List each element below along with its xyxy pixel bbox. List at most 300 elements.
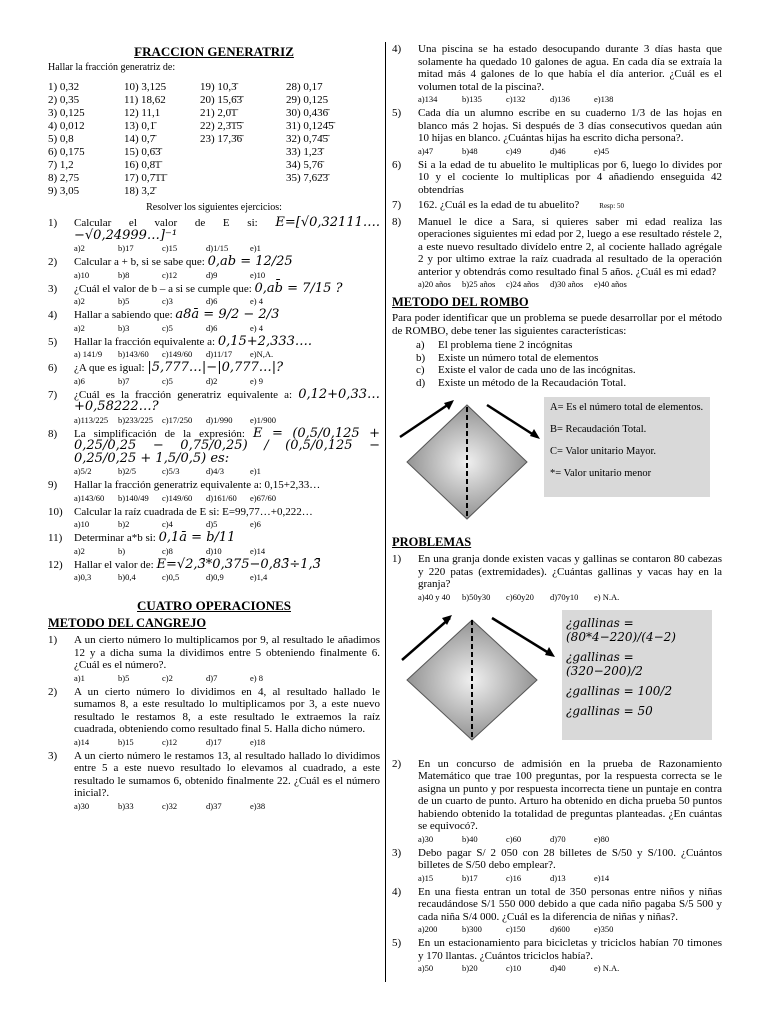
question-number: 3) — [392, 846, 402, 859]
exercise-6 — [48, 362, 380, 386]
decimal-item: 14) 0,7̄ — [124, 133, 156, 145]
problem-r7-row — [392, 199, 722, 213]
answer-option: b)17 — [462, 872, 478, 883]
question-number: 3) — [48, 282, 58, 295]
answer-option: a)2 — [74, 296, 85, 306]
question-text — [74, 333, 380, 349]
answer-option: a)113/225 — [74, 414, 109, 425]
exercise-11-row — [48, 532, 380, 545]
question-number: 2) — [48, 685, 58, 698]
answer-option: a)14 — [74, 736, 90, 747]
answer-option: e)1 — [250, 243, 261, 253]
answer-option: a)30 — [418, 833, 434, 844]
question-text-body: Hallar la fracción generatriz equivalente a: 0,15+2,33… — [74, 479, 321, 491]
question-text-body: Manuel le dice a Sara, si quieres saber mi edad realiza las operaciones siguientes mi edad por 2, luego a ese resultado réstele 2, a este nuevo resultado divídelo entre 2, al cociente hallado agrégale 2 y por ultimo extrae la raíz cuadrada al resultado de la operación anterior y obtendrás como resultado final 5 años. ¿Cuál es mi edad? — [418, 215, 722, 278]
question-number: 2) — [48, 256, 58, 268]
question-text-body: Debo pagar S/ 2 050 con 28 billetes de S/50 y S/100. ¿Cuántos billetes de S/50 debo emplear?. — [418, 846, 722, 871]
answer-options — [74, 270, 380, 280]
answer-option: b)2/5 — [118, 466, 136, 476]
question-math: E = (0,5/0,125 + 0,25/0,25 − 0,75/0,25) / (0,5/0,125 − 0,25/0,25 + 1,5/0,5) es: — [74, 425, 381, 466]
answer-option: a)134 — [418, 94, 438, 104]
answer-options — [74, 466, 380, 476]
question-text-body: En una fiesta entran un total de 350 personas entre niños y niñas recaudándose S/1 550 000 debido a que cada niño pagaba S/5 500 y cada niña S/4 000. ¿Cuál es la diferencia de niñas y niñas?. — [418, 885, 722, 923]
answer-option: d)5 — [206, 519, 218, 529]
answer-option: e) 4 — [250, 322, 263, 333]
question-text — [418, 159, 722, 197]
exercise-1 — [48, 217, 380, 253]
answer-options — [418, 94, 722, 104]
decimal-item: 31) 0,124̄5̄ — [286, 120, 334, 132]
answer-options — [418, 924, 722, 934]
answer-option: a)20 años — [418, 279, 451, 289]
gallinas-diagram — [392, 610, 722, 750]
answer-option: b)300 — [462, 924, 482, 934]
question-text-body: Determinar a*b si: — [74, 532, 156, 544]
question-number: 1) — [48, 217, 58, 229]
item-text: Existe el valor de cada uno de las incógnitas. — [438, 364, 636, 376]
question-text-body: ¿Cuál el valor de b – a si se cumple que: — [74, 282, 252, 295]
problema-p4 — [392, 886, 722, 935]
gallinas-step: ¿gallinas = (320−200)/2 — [566, 649, 643, 678]
answer-option: e)1,4 — [250, 572, 268, 582]
question-text — [74, 634, 380, 672]
item-key: b) — [416, 351, 426, 364]
answer-option: d)161/60 — [206, 492, 237, 503]
answer-options — [74, 296, 380, 306]
answer-option: e)40 años — [594, 279, 627, 289]
exercise-5-row — [48, 333, 380, 349]
question-math: 0,ab = 12/25 — [207, 254, 293, 269]
answer-option: a)1 — [74, 672, 85, 683]
answer-option: d)6 — [206, 296, 218, 306]
gallinas-step: ¿gallinas = (80*4−220)/(4−2) — [566, 615, 676, 644]
answer-option: b)8 — [118, 269, 130, 280]
answer-option: e)80 — [594, 833, 610, 844]
question-text — [74, 309, 380, 322]
answer-option: a)50 — [418, 963, 434, 973]
answer-option: d)10 — [206, 545, 222, 556]
answer-option: b)135 — [462, 94, 482, 104]
decimal-item: 13) 0,1̄ — [124, 120, 156, 132]
question-text-body: Una piscina se ha estado desocupando durante 3 días hasta que solamente ha quedado 10 galones de agua. En cada día se extraía la mitad más 4 galones de lo que había el día anterior. ¿Cuál es el volumen total de la piscina?. — [418, 43, 722, 93]
question-math: a8ā = 9/2 − 2/3 — [175, 307, 280, 322]
legend-item: B= Recaudación Total. — [550, 424, 647, 435]
gallinas-step: ¿gallinas = 100/2 — [566, 683, 673, 698]
answer-option: c)60y20 — [506, 591, 534, 602]
answer-option: c)2 — [162, 672, 173, 683]
decimal-item: 8) 2,75 — [48, 172, 80, 184]
decimal-item — [286, 185, 376, 198]
question-text — [74, 280, 380, 296]
problema-p3-row — [392, 847, 722, 872]
gallinas-calculation — [562, 610, 712, 740]
answer-options — [74, 376, 380, 386]
question-number: 12) — [48, 558, 63, 571]
answer-option: c)150 — [506, 924, 526, 934]
question-text-body: Hallar el valor de: — [74, 558, 154, 571]
problema-p2-row — [392, 758, 722, 833]
answer-options — [418, 873, 722, 883]
answer-option: b)5 — [118, 672, 130, 683]
question-number: 6) — [392, 158, 402, 171]
answer-option: b)2 — [118, 519, 130, 529]
decimal-item: 35) 7,62̄3̄ — [286, 172, 329, 184]
answer-option: a)2 — [74, 545, 85, 556]
exercise-7 — [48, 386, 380, 425]
answer-option: d)9 — [206, 269, 218, 280]
answer-option: d)4/3 — [206, 466, 224, 476]
section-title: FRACCION GENERATRIZ — [134, 44, 294, 59]
item-key: a) — [416, 339, 425, 351]
question-text-body: 162. ¿Cuál es la edad de tu abuelito? — [418, 199, 580, 211]
answer-options — [418, 963, 722, 973]
decimal-item: 15) 0,6̄3̄ — [124, 146, 161, 158]
question-text-body: Calcular a + b, si se sabe que: — [74, 256, 205, 268]
answer-option: e) 8 — [250, 672, 263, 683]
problema-p5 — [392, 937, 722, 973]
answer-option: d)1/15 — [206, 243, 229, 253]
question-number: 4) — [392, 885, 402, 898]
answer-options — [418, 834, 722, 844]
question-number: 7) — [48, 388, 58, 401]
answer-option: c)0,5 — [162, 572, 180, 582]
characteristic-item — [416, 352, 722, 365]
problem-r5-row — [392, 107, 722, 145]
answer-option: c)60 — [506, 833, 522, 844]
answer-option: b)25 años — [462, 279, 496, 289]
problema-1-row — [392, 553, 722, 591]
answer-option: a)10 — [74, 269, 90, 280]
answer-option: b)48 — [462, 145, 478, 156]
question-text-body: La simplificación de la expresión: — [74, 427, 245, 440]
answer-option: c)15 — [162, 243, 178, 253]
exercise-8-row — [48, 425, 381, 466]
answer-option: d)1/990 — [206, 414, 233, 425]
question-number: 5) — [392, 107, 402, 119]
question-text-body: En un concurso de admisión en la prueba de Razonamiento Matemático que trae 100 preguntas, por la respuesta correcta se le asigna un punto y por respuesta incorrecta tiene un puntaje en contra de un cuarto de punto. Arturo ha obtenido en dicha prueba 50 puntos habiendo obtenido la totalidad de preguntas planteadas. ¿En cuántas se equivocó?. — [418, 757, 722, 832]
rombo-characteristics — [416, 339, 722, 389]
question-text — [418, 937, 722, 962]
problem-r5 — [392, 107, 722, 156]
answer-option: d)30 años — [550, 279, 584, 289]
answer-option: e)14 — [250, 545, 266, 556]
question-text — [418, 758, 722, 833]
rombo-diagram — [392, 397, 722, 527]
answer-option: e)138 — [594, 94, 614, 104]
answer-option: c)5/3 — [162, 466, 180, 476]
answer-options — [74, 349, 380, 359]
question-text — [74, 479, 380, 492]
question-math: 0,ab̄ = 7/15 ? — [254, 280, 343, 296]
answer-option: c)12 — [162, 269, 178, 280]
answer-option: e)N,A. — [250, 349, 274, 359]
answer-option: a) 141/9 — [74, 349, 103, 359]
cangrejo-problem-2 — [48, 686, 380, 747]
answer-option: b)20 — [462, 963, 478, 973]
decimal-item: 11) 18,62 — [124, 94, 166, 106]
answer-option: b)3 — [118, 322, 130, 333]
decimal-item: 21) 2,0̄1̄ — [200, 107, 237, 119]
answer-option: b)33 — [118, 800, 134, 811]
answer-option: a)2 — [74, 322, 85, 333]
cangrejo-problem-1 — [48, 634, 380, 683]
answer-option: c)16 — [506, 872, 522, 883]
answer-option: e)45 — [594, 145, 610, 156]
answer-option: c)12 — [162, 736, 178, 747]
answer-option: b)5 — [118, 296, 130, 306]
question-math: E=[√0,32111….−√0,24999…]⁻¹ — [74, 215, 381, 243]
question-text-body: ¿Cuál es la fracción generatriz equivalente a: — [74, 388, 293, 401]
answer-option: c)49 — [506, 145, 522, 156]
answer-option: e)6 — [250, 519, 261, 529]
question-text-body: Calcular el valor de E si: — [74, 217, 258, 229]
question-text — [418, 886, 722, 924]
decimal-item: 32) 0,74̄5̄ — [286, 133, 329, 145]
answer-option: c)17/250 — [162, 414, 193, 425]
problem-r4 — [392, 43, 722, 104]
question-number: 1) — [48, 634, 58, 646]
decimal-item: 5) 0,8 — [48, 133, 74, 145]
rombo-legend — [544, 397, 710, 497]
question-text — [74, 556, 380, 572]
decimal-item: 16) 0,8̄1̄ — [124, 159, 161, 171]
question-text-body: Calcular la raíz cuadrada de E si: E=99,77…+0,222… — [74, 505, 313, 518]
decimal-item: 18) 3,2̄ — [124, 185, 156, 197]
question-text — [74, 425, 381, 466]
answer-option: a)200 — [418, 924, 438, 934]
answer-options — [74, 737, 380, 747]
cangrejo-problem-1-row — [48, 634, 380, 672]
decimal-item — [200, 159, 286, 172]
problem-r6-row — [392, 159, 722, 197]
decimal-item — [200, 172, 286, 185]
answer-option: e)67/60 — [250, 492, 276, 503]
section-title-2: CUATRO OPERACIONES — [137, 598, 291, 613]
decimal-item: 17) 0,7̄1̄1̄ — [124, 172, 166, 184]
problem-r7 — [392, 199, 722, 213]
cangrejo-problem-2-row — [48, 686, 380, 736]
question-text — [74, 362, 380, 375]
decimal-item: 28) 0,17 — [286, 81, 323, 93]
answer-options — [74, 415, 380, 425]
question-number: 10) — [48, 505, 63, 518]
answer-option: c)149/60 — [162, 492, 193, 503]
answer-option: d)7 — [206, 672, 218, 683]
exercise-4-row — [48, 309, 380, 322]
question-number: 4) — [392, 43, 402, 55]
answer-option: d)600 — [550, 924, 570, 934]
question-number: 9) — [48, 479, 58, 491]
question-text — [74, 256, 380, 269]
problem-r8 — [392, 216, 722, 290]
decimal-item — [200, 146, 286, 159]
problema-p5-row — [392, 937, 722, 962]
answer-option: b)40 — [462, 833, 478, 844]
exercise-1-row — [48, 217, 380, 242]
exercise-9-row — [48, 479, 380, 492]
decimal-item: 12) 11,1 — [124, 107, 161, 119]
rombo-heading: METODO DEL ROMBO — [392, 295, 529, 309]
decimal-item: 6) 0,175 — [48, 146, 85, 158]
exercise-5 — [48, 333, 380, 360]
exercise-12 — [48, 556, 380, 583]
exercise-10 — [48, 506, 380, 530]
question-number: 6) — [48, 362, 58, 374]
problema-p2 — [392, 758, 722, 844]
decimal-item: 7) 1,2 — [48, 159, 74, 171]
exercise-7-row — [48, 386, 380, 414]
answer-option: b)15 — [118, 736, 134, 747]
legend-item: A= Es el número total de elementos. — [550, 402, 704, 413]
decimal-item: 30) 0,436̄ — [286, 107, 329, 119]
question-text — [74, 386, 380, 414]
exercise-4 — [48, 309, 380, 333]
decimal-item: 1) 0,32 — [48, 81, 80, 93]
question-text-body: Hallar la fracción equivalente a: — [74, 335, 216, 348]
answer-option: b)50y30 — [462, 591, 491, 602]
decimal-item: 20) 15,6̄3̄ — [200, 94, 243, 106]
answer-option: d)37 — [206, 800, 222, 811]
question-text — [74, 750, 380, 800]
answer-option: a)6 — [74, 375, 85, 386]
question-text — [418, 43, 722, 93]
question-text-body: Si a la edad de tu abuelito le multiplicas por 6, luego lo divides por 10 y el cociente lo multiplicas por 4 añadiendo enseguida 42 obtendrías — [418, 158, 722, 196]
answer-option: d)11/17 — [206, 349, 233, 359]
answer-option: e)350 — [594, 924, 614, 934]
question-number: 1) — [392, 553, 402, 565]
answer-options — [74, 323, 380, 333]
answer-option: e)1/900 — [250, 414, 276, 425]
exercise-6-row — [48, 362, 380, 375]
answer-option: d)2 — [206, 375, 218, 386]
solve-heading: Resolver los siguientes ejercicios: — [146, 202, 282, 213]
problemas-heading: PROBLEMAS — [392, 535, 472, 549]
answer-option: c)4 — [162, 519, 173, 529]
exercise-2-row — [48, 256, 380, 269]
answer-option: d)70y10 — [550, 591, 579, 602]
answer-option: e)14 — [594, 872, 610, 883]
question-number: 2) — [392, 757, 402, 770]
answer-options — [418, 279, 722, 289]
cangrejo-problem-3-row — [48, 750, 380, 800]
answer-option: e) 4 — [250, 296, 263, 306]
question-text-body: Hallar a sabiendo que: — [74, 309, 173, 321]
decimal-item: 10) 3,125 — [124, 81, 167, 93]
answer-option: b) — [118, 545, 126, 556]
answer-option: c)132 — [506, 94, 526, 104]
problema-1 — [392, 553, 722, 602]
answer-option: c)32 — [162, 800, 178, 811]
item-text: El problema tiene 2 incógnitas — [438, 339, 573, 351]
characteristic-item — [416, 339, 722, 352]
question-number: 8) — [392, 215, 402, 228]
question-text-body: A un cierto número le restamos 13, al resultado hallado lo dividimos entre 5 a este nuevo resultado lo elevamos al cuadrado, a este resultado le sumamos 6, obtenido finalmente 22. ¿Cuál es el número inicial?. — [74, 749, 380, 799]
answer-option: d)0,9 — [206, 572, 224, 582]
answer-option: d)17 — [206, 736, 222, 747]
exercise-12-row — [48, 556, 380, 572]
answer-options — [74, 801, 380, 811]
question-math: E=√2,3̄*0,375−0,83̄÷1,3̄ — [156, 556, 321, 572]
answer-option: e)10 — [250, 269, 266, 280]
answer-option: a)2 — [74, 243, 85, 253]
decimal-item: 2) 0,35 — [48, 94, 80, 106]
answer-options — [74, 519, 380, 529]
answer-option: a)47 — [418, 145, 434, 156]
answer-option: d)46 — [550, 145, 566, 156]
question-text — [418, 199, 722, 213]
question-text — [74, 506, 380, 519]
answer-option: e) 9 — [250, 375, 263, 386]
decimal-item: 9) 3,05 — [48, 185, 80, 197]
question-text-body: En un estacionamiento para bicicletas y triciclos habían 70 timones y 170 llantas. ¿Cuántos triciclos había?. — [418, 937, 722, 962]
problem-r6 — [392, 159, 722, 197]
answer-note: Resp: 50 — [599, 202, 624, 210]
question-number: 8) — [48, 427, 58, 440]
answer-option: c)24 años — [506, 279, 539, 289]
exercise-3 — [48, 280, 380, 307]
decimal-item: 4) 0,012 — [48, 120, 85, 132]
answer-options — [74, 673, 380, 683]
answer-option: d)13 — [550, 872, 566, 883]
cangrejo-heading: METODO DEL CANGREJO — [48, 616, 207, 630]
answer-option: c)10 — [506, 963, 522, 973]
decimal-item: 34) 5,76̄ — [286, 159, 323, 171]
question-text — [418, 553, 722, 591]
question-number: 7) — [392, 199, 402, 211]
decimal-item: 22) 2,3̄1̄5̄ — [200, 120, 243, 132]
problem-r8-row — [392, 216, 722, 279]
question-text — [418, 216, 722, 279]
item-key: d) — [416, 376, 426, 389]
problema-p4-row — [392, 886, 722, 924]
question-math: 0,15+2,333…. — [217, 333, 313, 349]
gallinas-step: ¿gallinas = 50 — [566, 703, 653, 718]
decimal-item: 3) 0,125 — [48, 107, 85, 119]
problema-p3 — [392, 847, 722, 883]
problem-r4-row — [392, 43, 722, 93]
exercise-11 — [48, 532, 380, 556]
answer-option: b)0,4 — [118, 572, 136, 582]
answer-option: e)38 — [250, 800, 266, 811]
question-text — [74, 217, 380, 242]
answer-options — [74, 493, 380, 503]
decimal-item: 29) 0,125 — [286, 94, 329, 106]
answer-option: e)18 — [250, 736, 266, 747]
answer-option: a)15 — [418, 872, 434, 883]
answer-options — [418, 146, 722, 156]
decimal-grid — [48, 81, 380, 198]
answer-options — [74, 546, 380, 556]
answer-option: e) N.A. — [594, 963, 620, 973]
question-text — [74, 532, 380, 545]
answer-options — [74, 243, 380, 253]
exercise-9 — [48, 479, 380, 503]
question-text — [418, 107, 722, 145]
answer-option: c)149/60 — [162, 349, 193, 359]
answer-option: c)8 — [162, 545, 173, 556]
instruction: Hallar la fracción generatriz de: — [48, 62, 176, 73]
decimal-item: 23) 17,3̄6̄ — [200, 133, 243, 145]
rombo-shape-2 — [392, 610, 562, 750]
exercise-10-row — [48, 506, 380, 519]
answer-option: d)6 — [206, 322, 218, 333]
question-text-body: En una granja donde existen vacas y gallinas se contaron 80 cabezas y 220 patas (extremidades). ¿Cuántas gallinas y vacas hay en la granja? — [418, 553, 722, 590]
rombo-shape — [392, 397, 542, 527]
question-number: 5) — [48, 335, 58, 348]
answer-option: a)143/60 — [74, 492, 105, 503]
question-text-body: Cada día un alumno escribe en su cuaderno 1/3 de las hojas en blanco más 2 hojas. Si después de 3 días consecutivos quedan aún 10 hijas en blanco. ¿Cuántas hijas ha escrito dicha persona?. — [418, 107, 722, 144]
question-text-body: ¿A que es igual: — [74, 362, 145, 374]
